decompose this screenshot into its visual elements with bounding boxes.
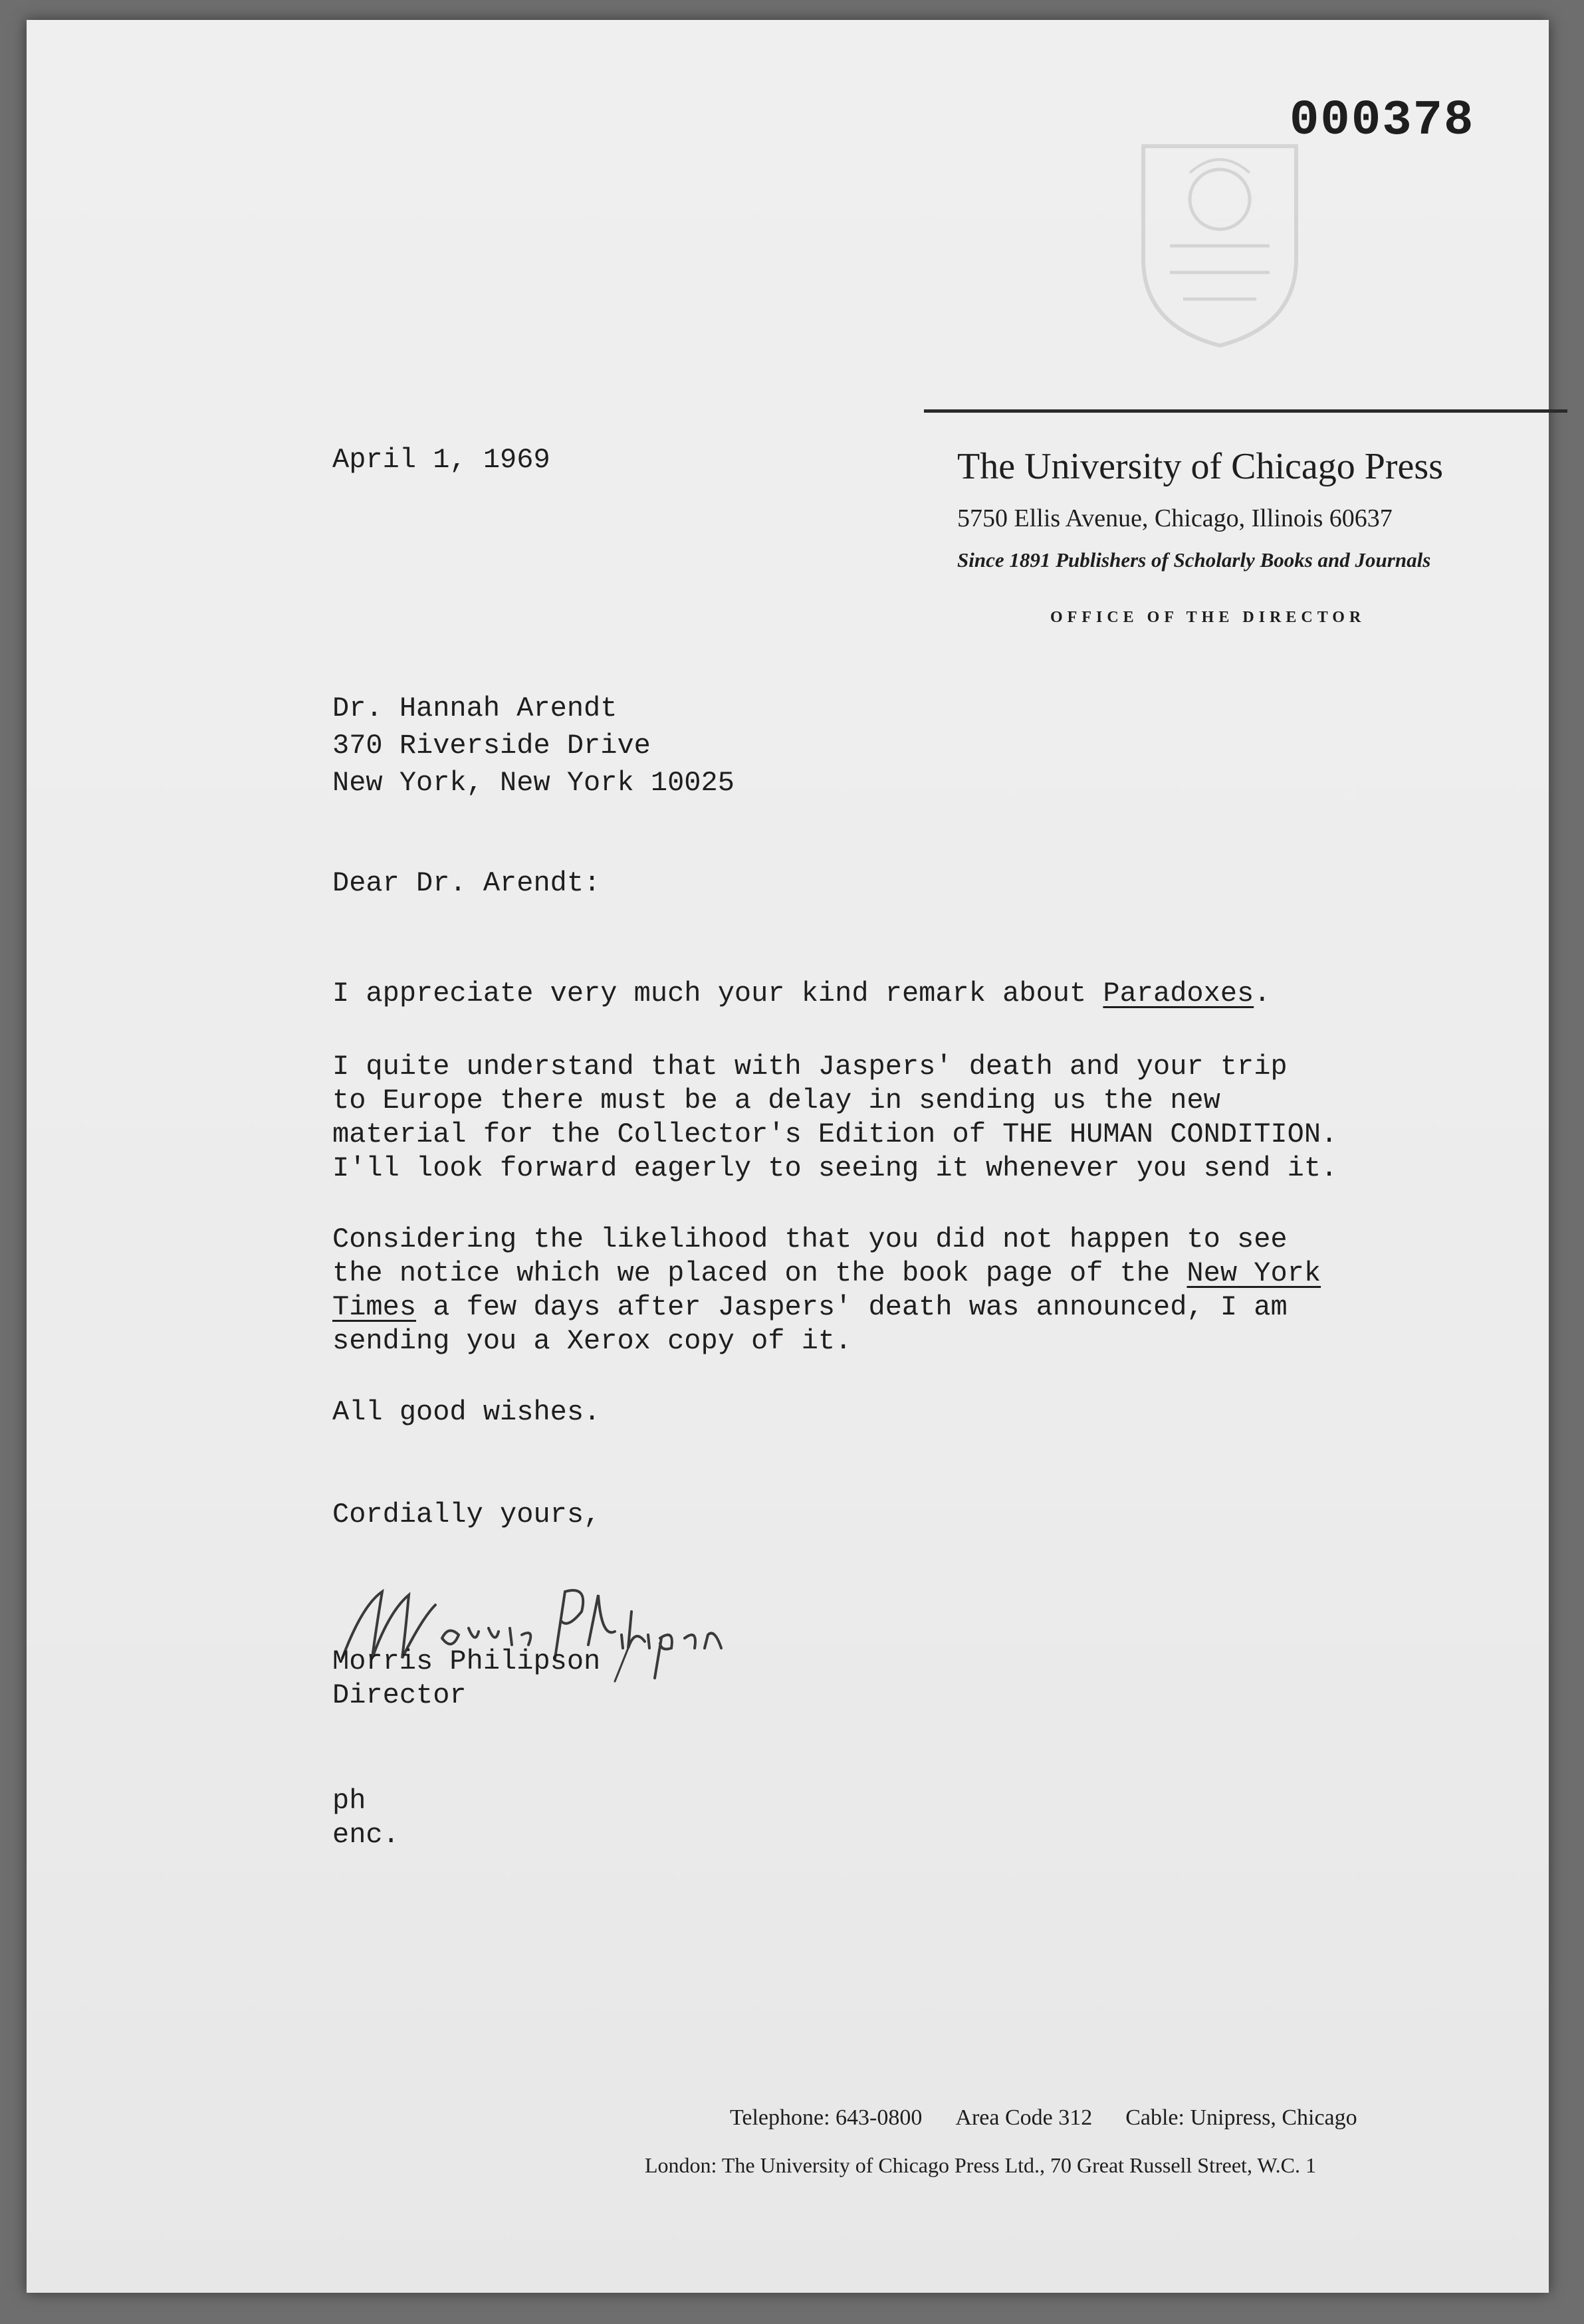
footer-contact xyxy=(730,2105,1357,2131)
footer-london: London: The University of Chicago Press Ltd., 70 Great Russell Street, W.C. 1 xyxy=(645,2153,1316,2177)
paragraph-1-text: I appreciate very much your kind remark about xyxy=(332,978,1103,1009)
letterhead-office: OFFICE OF THE DIRECTOR xyxy=(1050,609,1366,626)
paragraph-2-line: I'll look forward eagerly to seeing it whenever you send it. xyxy=(332,1152,1338,1184)
paragraph-3-text: a few days after Jaspers' death was announced, I am xyxy=(416,1291,1288,1323)
letterhead-address: 5750 Ellis Avenue, Chicago, Illinois 60637 xyxy=(957,504,1393,532)
paragraph-3-text: the notice which we placed on the book page of the xyxy=(332,1257,1187,1289)
paragraph-3 xyxy=(332,1223,1321,1358)
letter-page xyxy=(27,20,1549,2293)
recipient-address xyxy=(332,690,735,801)
signer-title: Director xyxy=(332,1679,467,1711)
signature-block xyxy=(332,1645,600,1713)
footer-cable: Cable: Unipress, Chicago xyxy=(1125,2105,1357,2130)
footer-telephone: Telephone: 643-0800 xyxy=(730,2105,923,2130)
paragraph-4: All good wishes. xyxy=(332,1396,601,1428)
letterhead-title: The University of Chicago Press xyxy=(957,446,1443,487)
newspaper-title-part2: Times xyxy=(332,1291,417,1323)
recipient-street: 370 Riverside Drive xyxy=(332,730,651,762)
university-seal-emboss xyxy=(1130,133,1309,352)
letterhead-tagline: Since 1891 Publishers of Scholarly Books and Journals xyxy=(957,548,1431,572)
paragraph-3-line: sending you a Xerox copy of it. xyxy=(332,1325,852,1357)
enclosure-note: enc. xyxy=(332,1819,399,1851)
paragraph-2-line: I quite understand that with Jaspers' death and your trip xyxy=(332,1051,1288,1083)
paragraph-2-line: material for the Collector's Edition of THE HUMAN CONDITION. xyxy=(332,1118,1338,1150)
newspaper-title-part1: New York xyxy=(1187,1257,1321,1289)
typist-initials: ph xyxy=(332,1785,366,1817)
signer-name: Morris Philipson xyxy=(332,1645,601,1677)
paragraph-3-line xyxy=(332,1291,1321,1324)
paragraph-1-end: . xyxy=(1254,978,1271,1009)
recipient-city: New York, New York 10025 xyxy=(332,767,735,799)
letterhead-rule xyxy=(924,409,1567,413)
book-title-paradoxes: Paradoxes xyxy=(1103,978,1254,1009)
closing: Cordially yours, xyxy=(332,1499,601,1531)
paragraph-1 xyxy=(332,977,1270,1011)
paragraph-3-line: Considering the likelihood that you did not happen to see xyxy=(332,1223,1288,1255)
paragraph-3-line xyxy=(332,1257,1321,1291)
paragraph-2 xyxy=(332,1050,1337,1186)
paragraph-2-line: to Europe there must be a delay in sending us the new xyxy=(332,1085,1220,1116)
letter-date: April 1, 1969 xyxy=(332,444,550,476)
document-number: 000378 xyxy=(1290,93,1475,149)
reference-block xyxy=(332,1784,399,1852)
recipient-name: Dr. Hannah Arendt xyxy=(332,692,618,724)
salutation: Dear Dr. Arendt: xyxy=(332,867,601,899)
footer-area-code: Area Code 312 xyxy=(955,2105,1093,2130)
